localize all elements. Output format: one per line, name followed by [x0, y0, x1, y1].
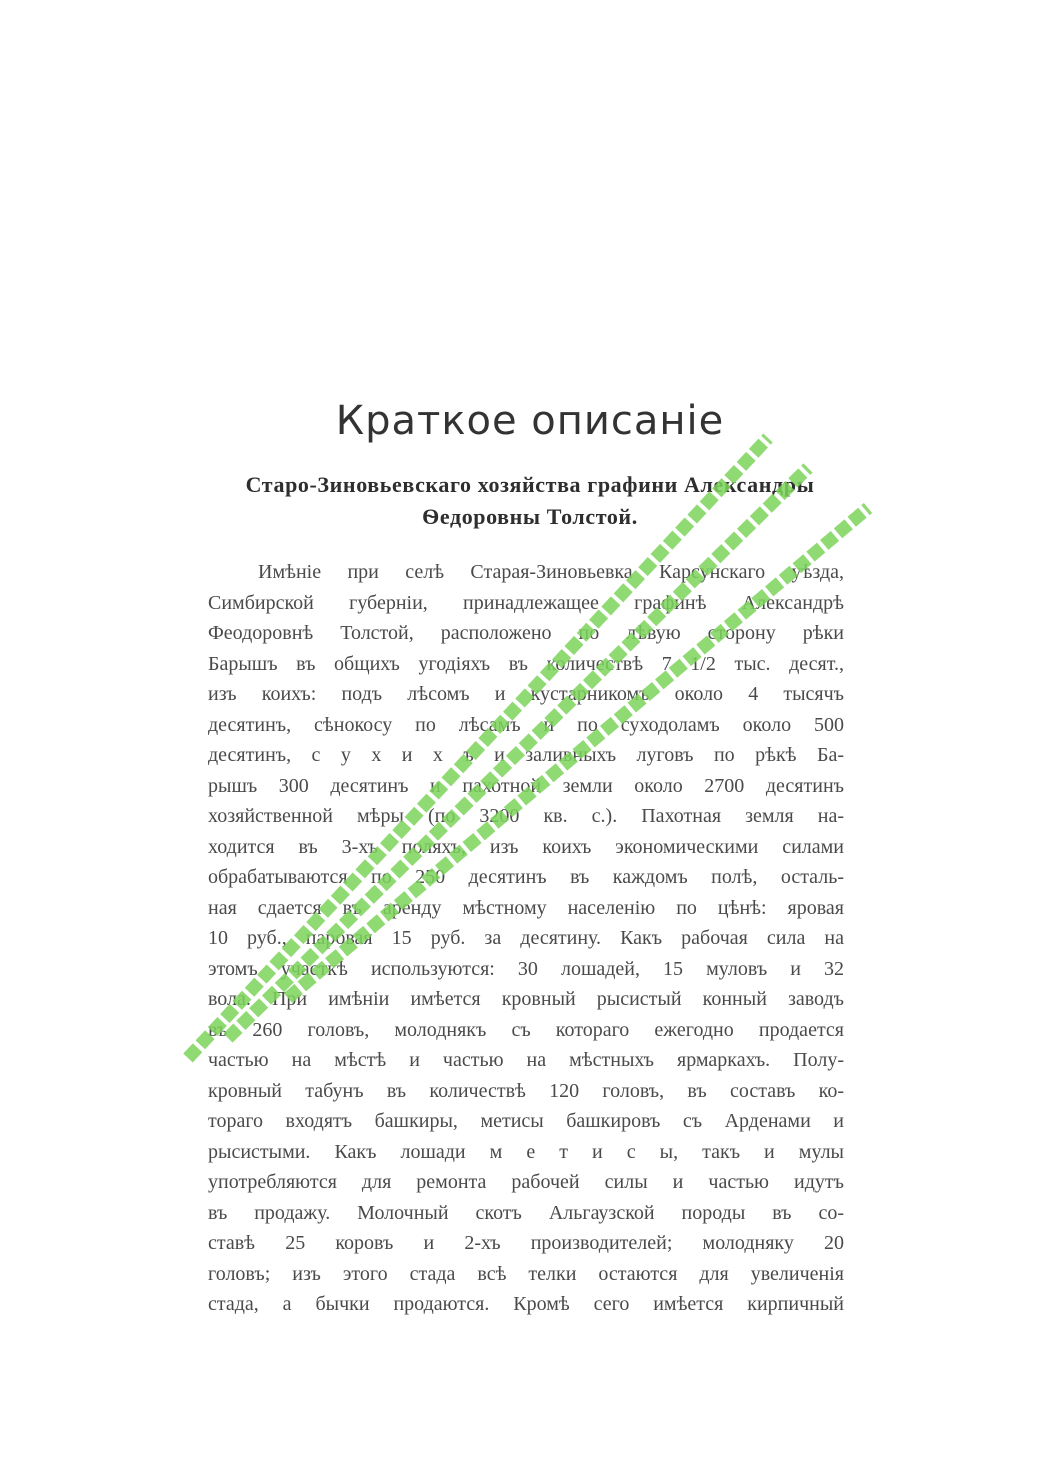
body-line: Барышъ въ общихъ угодіяхъ въ количествѣ 7 1/2 тыс. десят., [208, 652, 844, 675]
body-line: кровный табунъ въ количествѣ 120 головъ, въ составъ ко- [208, 1079, 844, 1102]
body-line: въ 260 головъ, молоднякъ съ котораго ежегодно продается [208, 1018, 844, 1041]
subtitle-line-1: Старо-Зиновьевскаго хозяйства графини Александры [245, 472, 815, 497]
body-line: вола. При имѣніи имѣется кровный рысистый конный заводъ [208, 988, 844, 1010]
body-line: употребляются для ремонта рабочей силы и частью идутъ [208, 1171, 844, 1193]
body-line: десятинъ, с у х и х ъ и заливныхъ луговъ по рѣкѣ Ба- [208, 744, 844, 766]
body-line: головъ; изъ этого стада всѣ телки остаются для увеличенія [208, 1262, 844, 1285]
page-title: Краткое описаніе [335, 398, 725, 444]
body-line: 10 руб., паровая 15 руб. за десятину. Какъ рабочая сила на [208, 927, 844, 949]
body-line: хозяйственной мѣры (по 3200 кв. с.). Пахотная земля на- [208, 805, 844, 827]
body-line: десятинъ, сѣнокосу по лѣсамъ и по суходоламъ около 500 [208, 713, 844, 736]
body-line: обрабатываются по 250 десятинъ въ каждомъ полѣ, осталь- [208, 866, 844, 888]
body-paragraph [208, 557, 844, 1320]
body-line: ная сдается въ аренду мѣстному населенію по цѣнѣ: яровая [208, 896, 844, 919]
body-line: ходится въ 3-хъ поляхъ, изъ коихъ экономическими силами [208, 835, 844, 858]
body-line: изъ коихъ: подъ лѣсомъ и кустарникомъ около 4 тысячъ [208, 683, 844, 705]
body-line: Имѣніе при селѣ Старая-Зиновьевка Карсунскаго уѣзда, [258, 561, 844, 583]
body-line: частью на мѣстѣ и частью на мѣстныхъ ярмаркахъ. Полу- [208, 1049, 844, 1071]
body-line: въ продажу. Молочный скотъ Альгаузской породы въ со- [208, 1201, 844, 1224]
body-line: рышъ 300 десятинъ и пахотной земли около 2700 десятинъ [208, 774, 844, 797]
body-line: Феодоровнѣ Толстой, расположено по лѣвую сторону рѣки [208, 622, 844, 644]
body-line: ставѣ 25 коровъ и 2-хъ производителей; молодняку 20 [208, 1232, 844, 1254]
body-line: тораго входятъ башкиры, метисы башкировъ съ Арденами и [208, 1110, 844, 1132]
body-line: Симбирской губерніи, принадлежащее графинѣ Александрѣ [208, 591, 844, 614]
body-line: стада, а бычки продаются. Кромѣ сего имѣется кирпичный [208, 1293, 844, 1315]
body-line: этомъ участкѣ используются: 30 лошадей, 15 муловъ и 32 [208, 957, 844, 980]
body-line: рысистыми. Какъ лошади м е т и с ы, такъ и мулы [208, 1140, 844, 1163]
subtitle-line-2: Ѳедоровны Толстой. [422, 504, 638, 529]
